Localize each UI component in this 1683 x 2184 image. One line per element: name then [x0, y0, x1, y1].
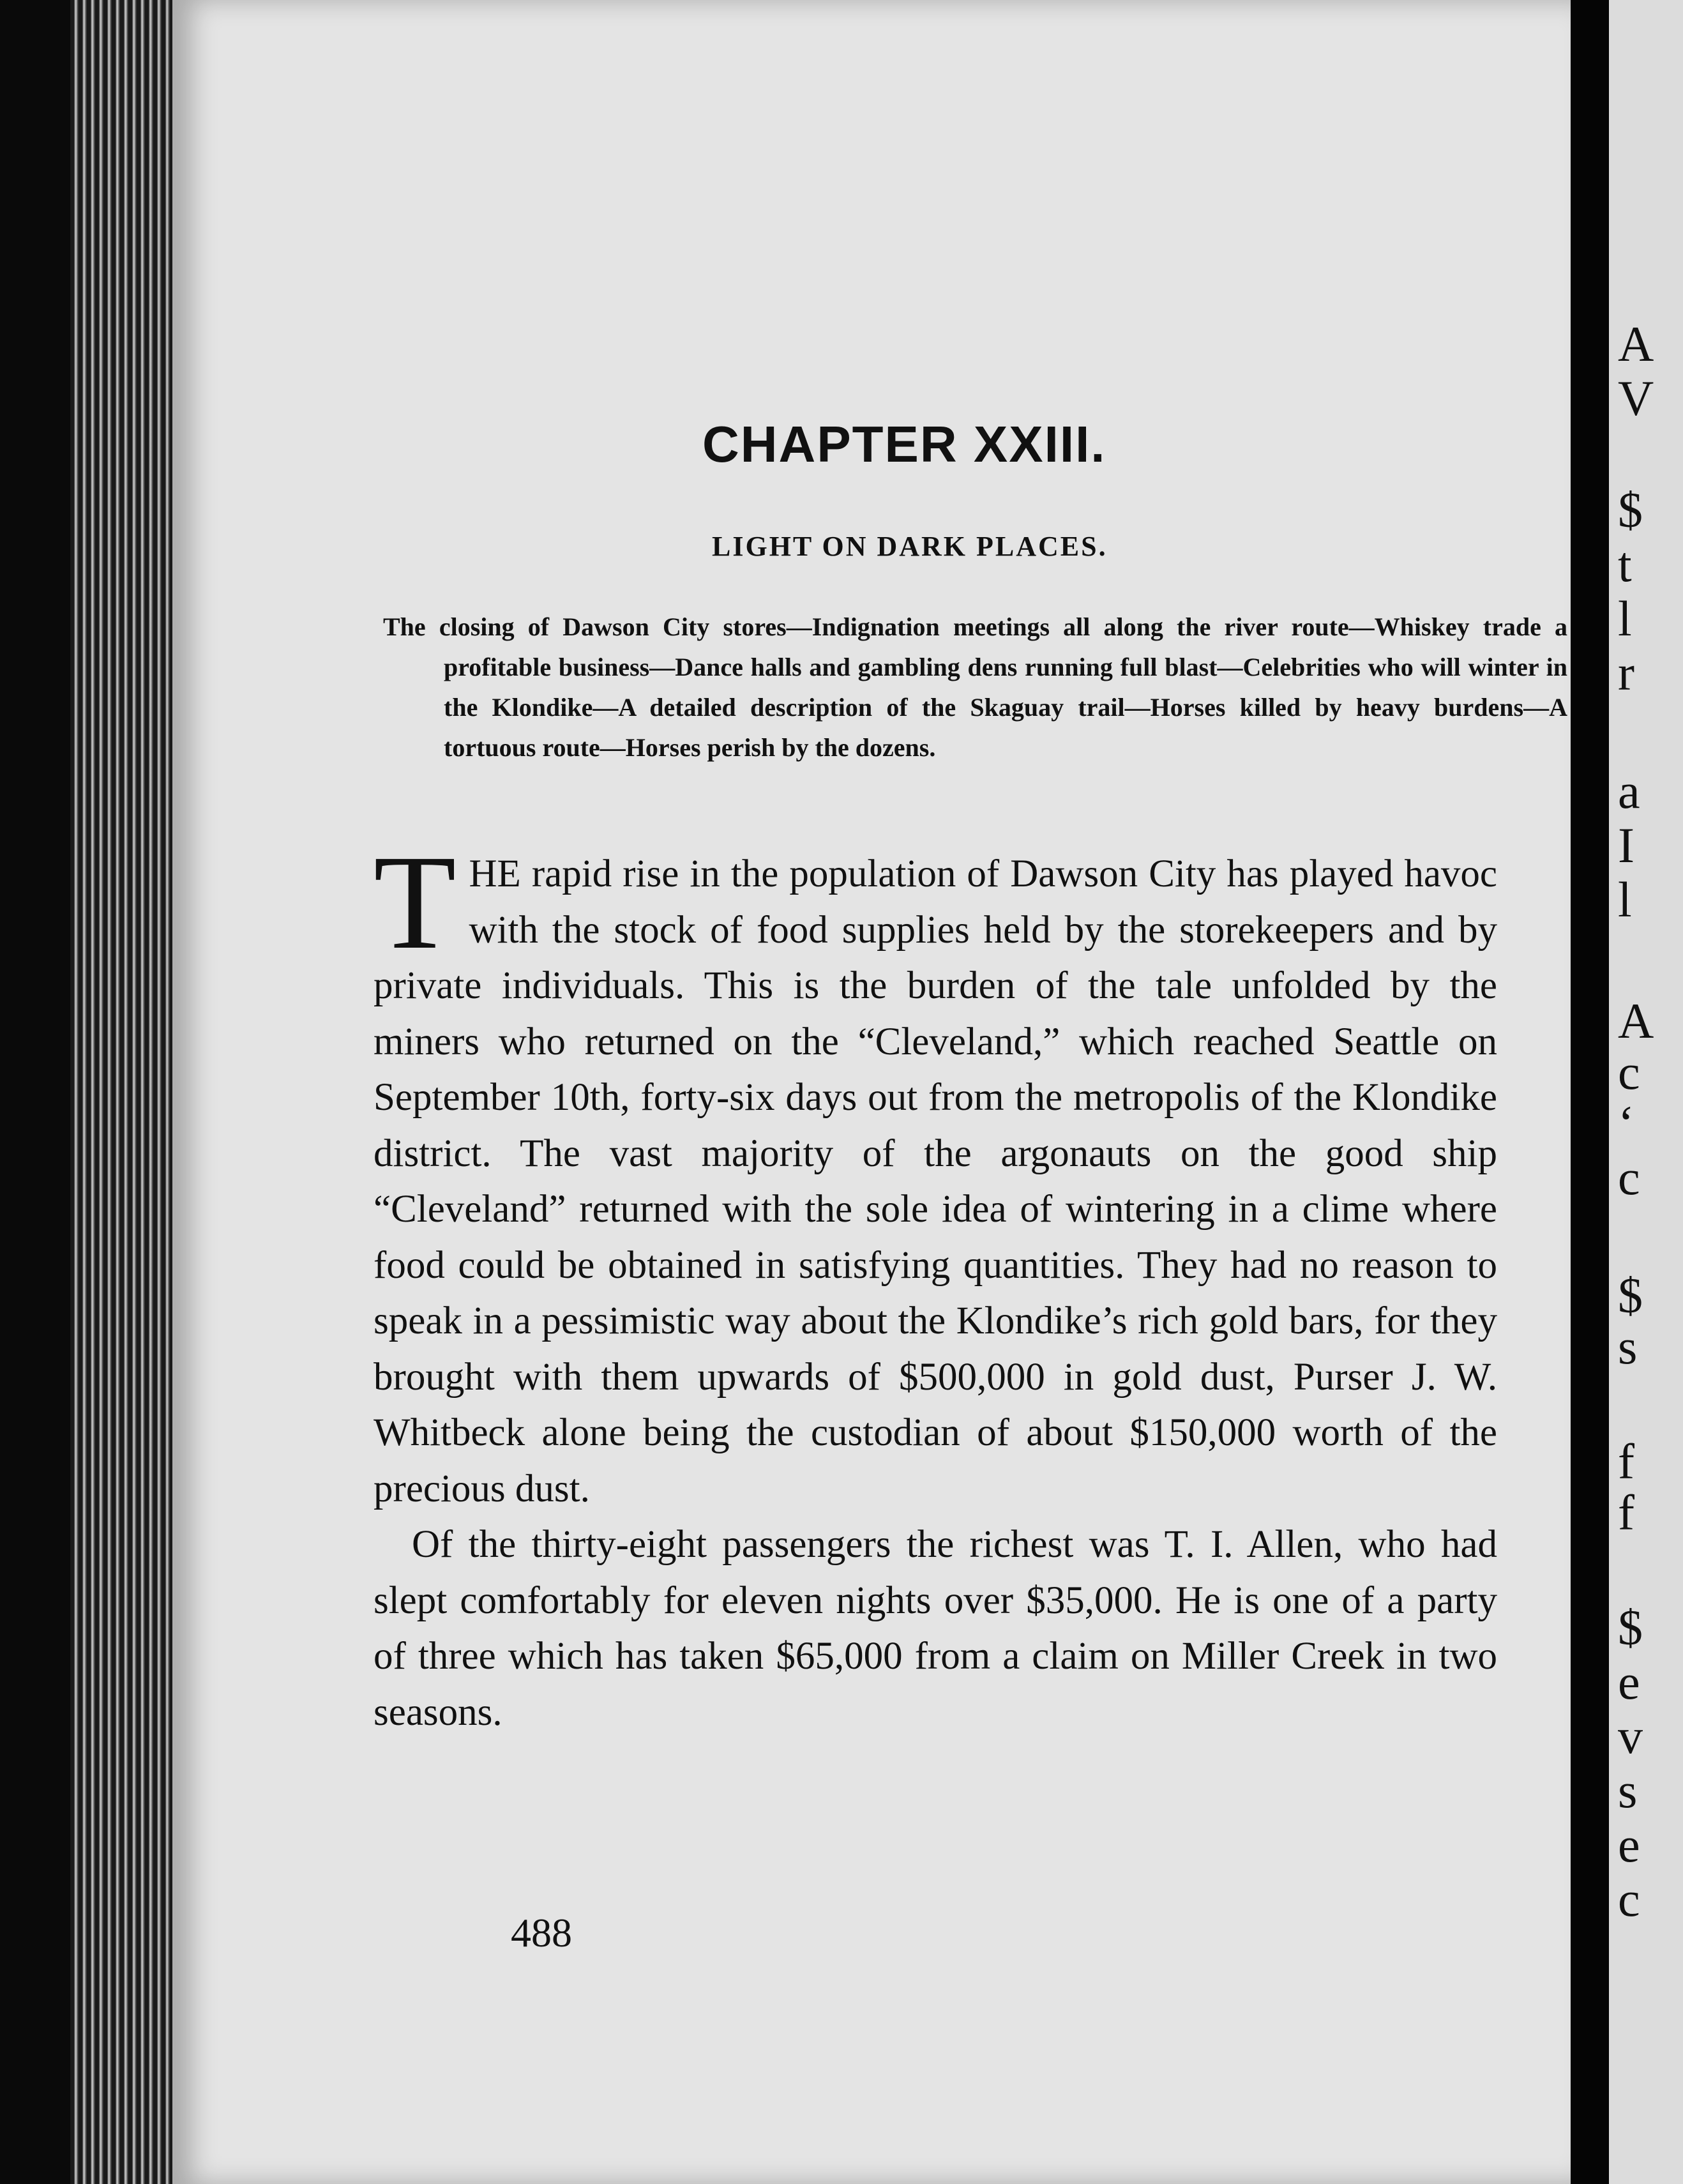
page-edges — [70, 0, 172, 2184]
adjacent-page-text-fragment: V — [1618, 370, 1654, 426]
adjacent-page-text-fragment: $ — [1618, 482, 1643, 538]
adjacent-page-text-fragment: s — [1618, 1763, 1638, 1818]
adjacent-page-text-fragment: f — [1618, 1485, 1634, 1540]
adjacent-page-text-fragment: s — [1618, 1319, 1638, 1374]
adjacent-page-text-fragment: f — [1618, 1434, 1634, 1489]
book-spine — [0, 0, 70, 2184]
adjacent-page-text-fragment: t — [1618, 536, 1632, 592]
adjacent-page-text-fragment: e — [1618, 1817, 1640, 1872]
adjacent-page-text-fragment: $ — [1618, 1600, 1643, 1655]
chapter-synopsis: The closing of Dawson City stores—Indignation meetings all along the river route—Whiskey trade a profitable business—Dance halls and gambling dens running full blast—Celebrities who will winter in the Klondike—A detailed description of the Skaguay trail—Horses killed by heavy burdens—A tortuous route—Horses perish by the dozens. — [383, 612, 1567, 762]
adjacent-page-text-fragment: a — [1618, 763, 1640, 819]
body-text — [374, 827, 1497, 1740]
chapter-title: CHAPTER XXIII. — [702, 416, 1106, 473]
adjacent-page-edge — [1609, 0, 1683, 2184]
adjacent-page-text-fragment: c — [1618, 1044, 1640, 1100]
adjacent-page-text-fragment: I — [1618, 817, 1634, 873]
paragraph-1: THE rapid rise in the population of Dawson City has played havoc with the stock of food supplies held by the storekeepers and by private individuals. This is the burden of the tale unfolded by the miners who returned on the “Cleveland,” which reached Seattle on September 10th, forty-six days out from the metropolis of the Klondike district. The vast majority of the argonauts on the good ship “Cleveland” returned with the sole idea of wintering in a clime where food could be obtained in satisfying quantities. They had no reason to speak in a pessimistic way about the Klondike’s rich gold bars, for they brought with them upwards of $500,000 in gold dust, Purser J. W. Whitbeck alone being the custodian of about $150,000 worth of the precious dust. — [374, 827, 1497, 1510]
adjacent-page-text-fragment: l — [1618, 872, 1632, 927]
chapter-subtitle: LIGHT ON DARK PLACES. — [712, 531, 1108, 562]
page-number: 488 — [511, 1910, 572, 1955]
adjacent-page-text-fragment: v — [1618, 1708, 1643, 1764]
paragraph-2: Of the thirty-eight passengers the richest was T. I. Allen, who had slept comfortably for eleven nights over $35,000. He is one of a party of three which has taken $65,000 from a claim on Miller Creek in two seasons. — [374, 1523, 1497, 1734]
adjacent-page-text-fragment: l — [1618, 591, 1632, 646]
adjacent-page-text-fragment: ‘ — [1618, 1095, 1634, 1151]
adjacent-page-text-fragment: c — [1618, 1149, 1640, 1205]
adjacent-page-text-fragment: A — [1618, 993, 1654, 1049]
adjacent-page-text-fragment: r — [1618, 645, 1634, 701]
adjacent-page-text-fragment: c — [1618, 1871, 1640, 1927]
adjacent-page-text-fragment: $ — [1618, 1268, 1643, 1323]
adjacent-page-text-fragment: e — [1618, 1654, 1640, 1710]
adjacent-page-text-fragment: A — [1618, 316, 1654, 372]
binding-gutter — [1571, 0, 1609, 2184]
